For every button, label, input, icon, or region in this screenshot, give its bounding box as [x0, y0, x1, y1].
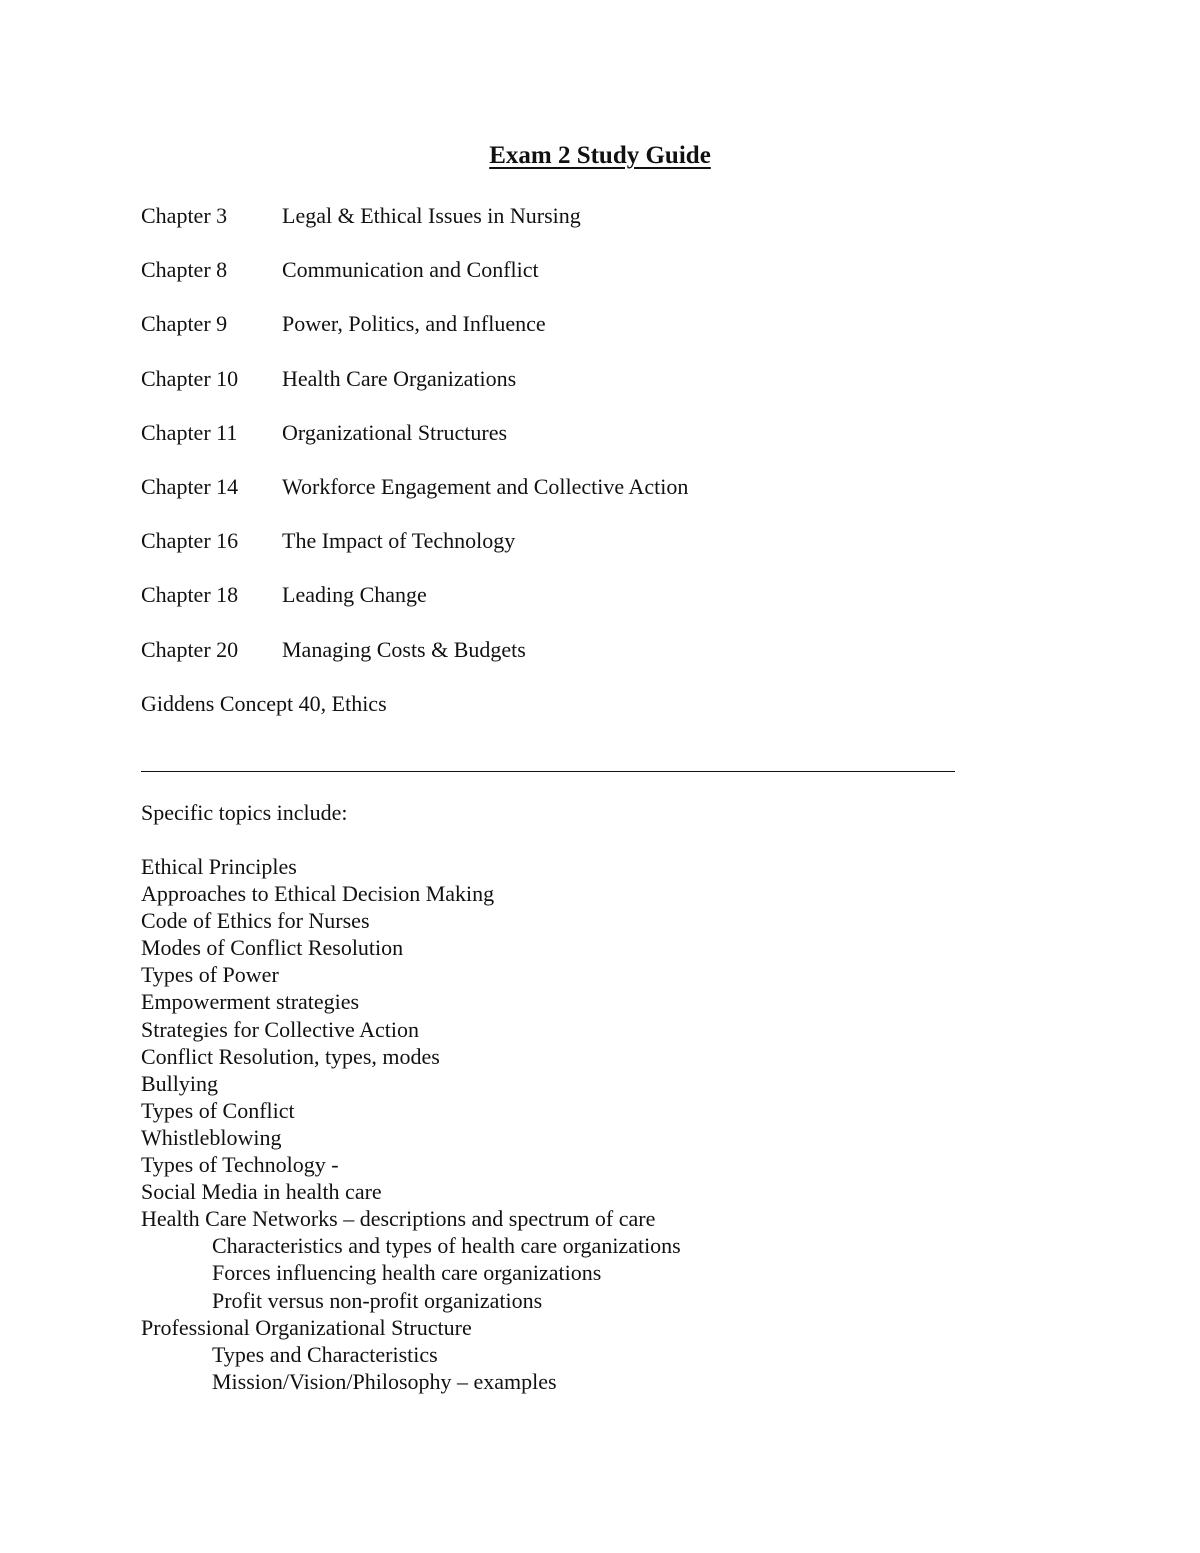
chapter-row	[141, 311, 688, 365]
chapter-number: Chapter 8	[141, 257, 228, 283]
topic-subitem: Types and Characteristics	[212, 1341, 438, 1367]
chapter-row	[141, 257, 688, 311]
chapter-title: Power, Politics, and Influence	[282, 311, 546, 337]
topic-item: Approaches to Ethical Decision Making	[141, 881, 495, 907]
topic-item: Whistleblowing	[141, 1124, 282, 1150]
chapter-row	[141, 582, 688, 636]
chapter-row	[141, 637, 688, 691]
topic-subitem: Profit versus non-profit organizations	[212, 1287, 543, 1313]
topic-item: Social Media in health care	[141, 1179, 382, 1205]
chapter-title: Leading Change	[282, 582, 427, 608]
topic-item: Types of Conflict	[141, 1097, 295, 1123]
chapter-title: Communication and Conflict	[282, 257, 539, 283]
chapter-title: Health Care Organizations	[282, 365, 517, 391]
topic-item: Conflict Resolution, types, modes	[141, 1043, 440, 1069]
chapter-title: Legal & Ethical Issues in Nursing	[282, 203, 581, 228]
topic-subitem: Forces influencing health care organizations	[212, 1260, 602, 1286]
chapter-title: The Impact of Technology	[282, 528, 516, 554]
giddens-concept: Giddens Concept 40, Ethics	[141, 690, 387, 716]
topic-item: Strategies for Collective Action	[141, 1016, 419, 1042]
chapter-number: Chapter 16	[141, 528, 239, 554]
chapter-number: Chapter 11	[141, 419, 238, 445]
chapter-title: Organizational Structures	[282, 419, 508, 445]
chapter-row	[141, 203, 688, 257]
chapter-title: Workforce Engagement and Collective Action	[282, 473, 689, 499]
giddens-row	[141, 691, 688, 745]
chapter-number: Chapter 10	[141, 365, 239, 391]
topic-item: Professional Organizational Structure	[141, 1314, 472, 1340]
topic-item: Types of Power	[141, 962, 279, 988]
chapter-number: Chapter 3	[141, 203, 228, 228]
chapter-number: Chapter 9	[141, 311, 228, 337]
chapter-title: Managing Costs & Budgets	[282, 636, 526, 662]
topic-item: Empowerment strategies	[141, 989, 360, 1015]
topic-item: Bullying	[141, 1070, 219, 1096]
topic-subitem: Characteristics and types of health care organizations	[212, 1233, 681, 1259]
topics-list	[141, 853, 681, 1395]
topic-subitem: Mission/Vision/Philosophy – examples	[212, 1368, 557, 1394]
chapter-row	[141, 366, 688, 420]
chapter-row	[141, 474, 688, 528]
chapter-row	[141, 420, 688, 474]
topics-header: Specific topics include:	[141, 800, 348, 825]
topic-item: Modes of Conflict Resolution	[141, 935, 404, 961]
topic-item: Code of Ethics for Nurses	[141, 908, 370, 934]
horizontal-rule	[141, 771, 955, 772]
chapter-number: Chapter 18	[141, 582, 239, 608]
chapter-row	[141, 528, 688, 582]
chapter-number: Chapter 14	[141, 473, 239, 499]
chapter-number: Chapter 20	[141, 636, 239, 662]
topic-item: Health Care Networks – descriptions and spectrum of care	[141, 1206, 656, 1232]
page-title: Exam 2 Study Guide	[489, 142, 711, 169]
topic-item: Types of Technology -	[141, 1152, 339, 1178]
topic-item: Ethical Principles	[141, 854, 297, 879]
chapter-list	[141, 203, 688, 745]
